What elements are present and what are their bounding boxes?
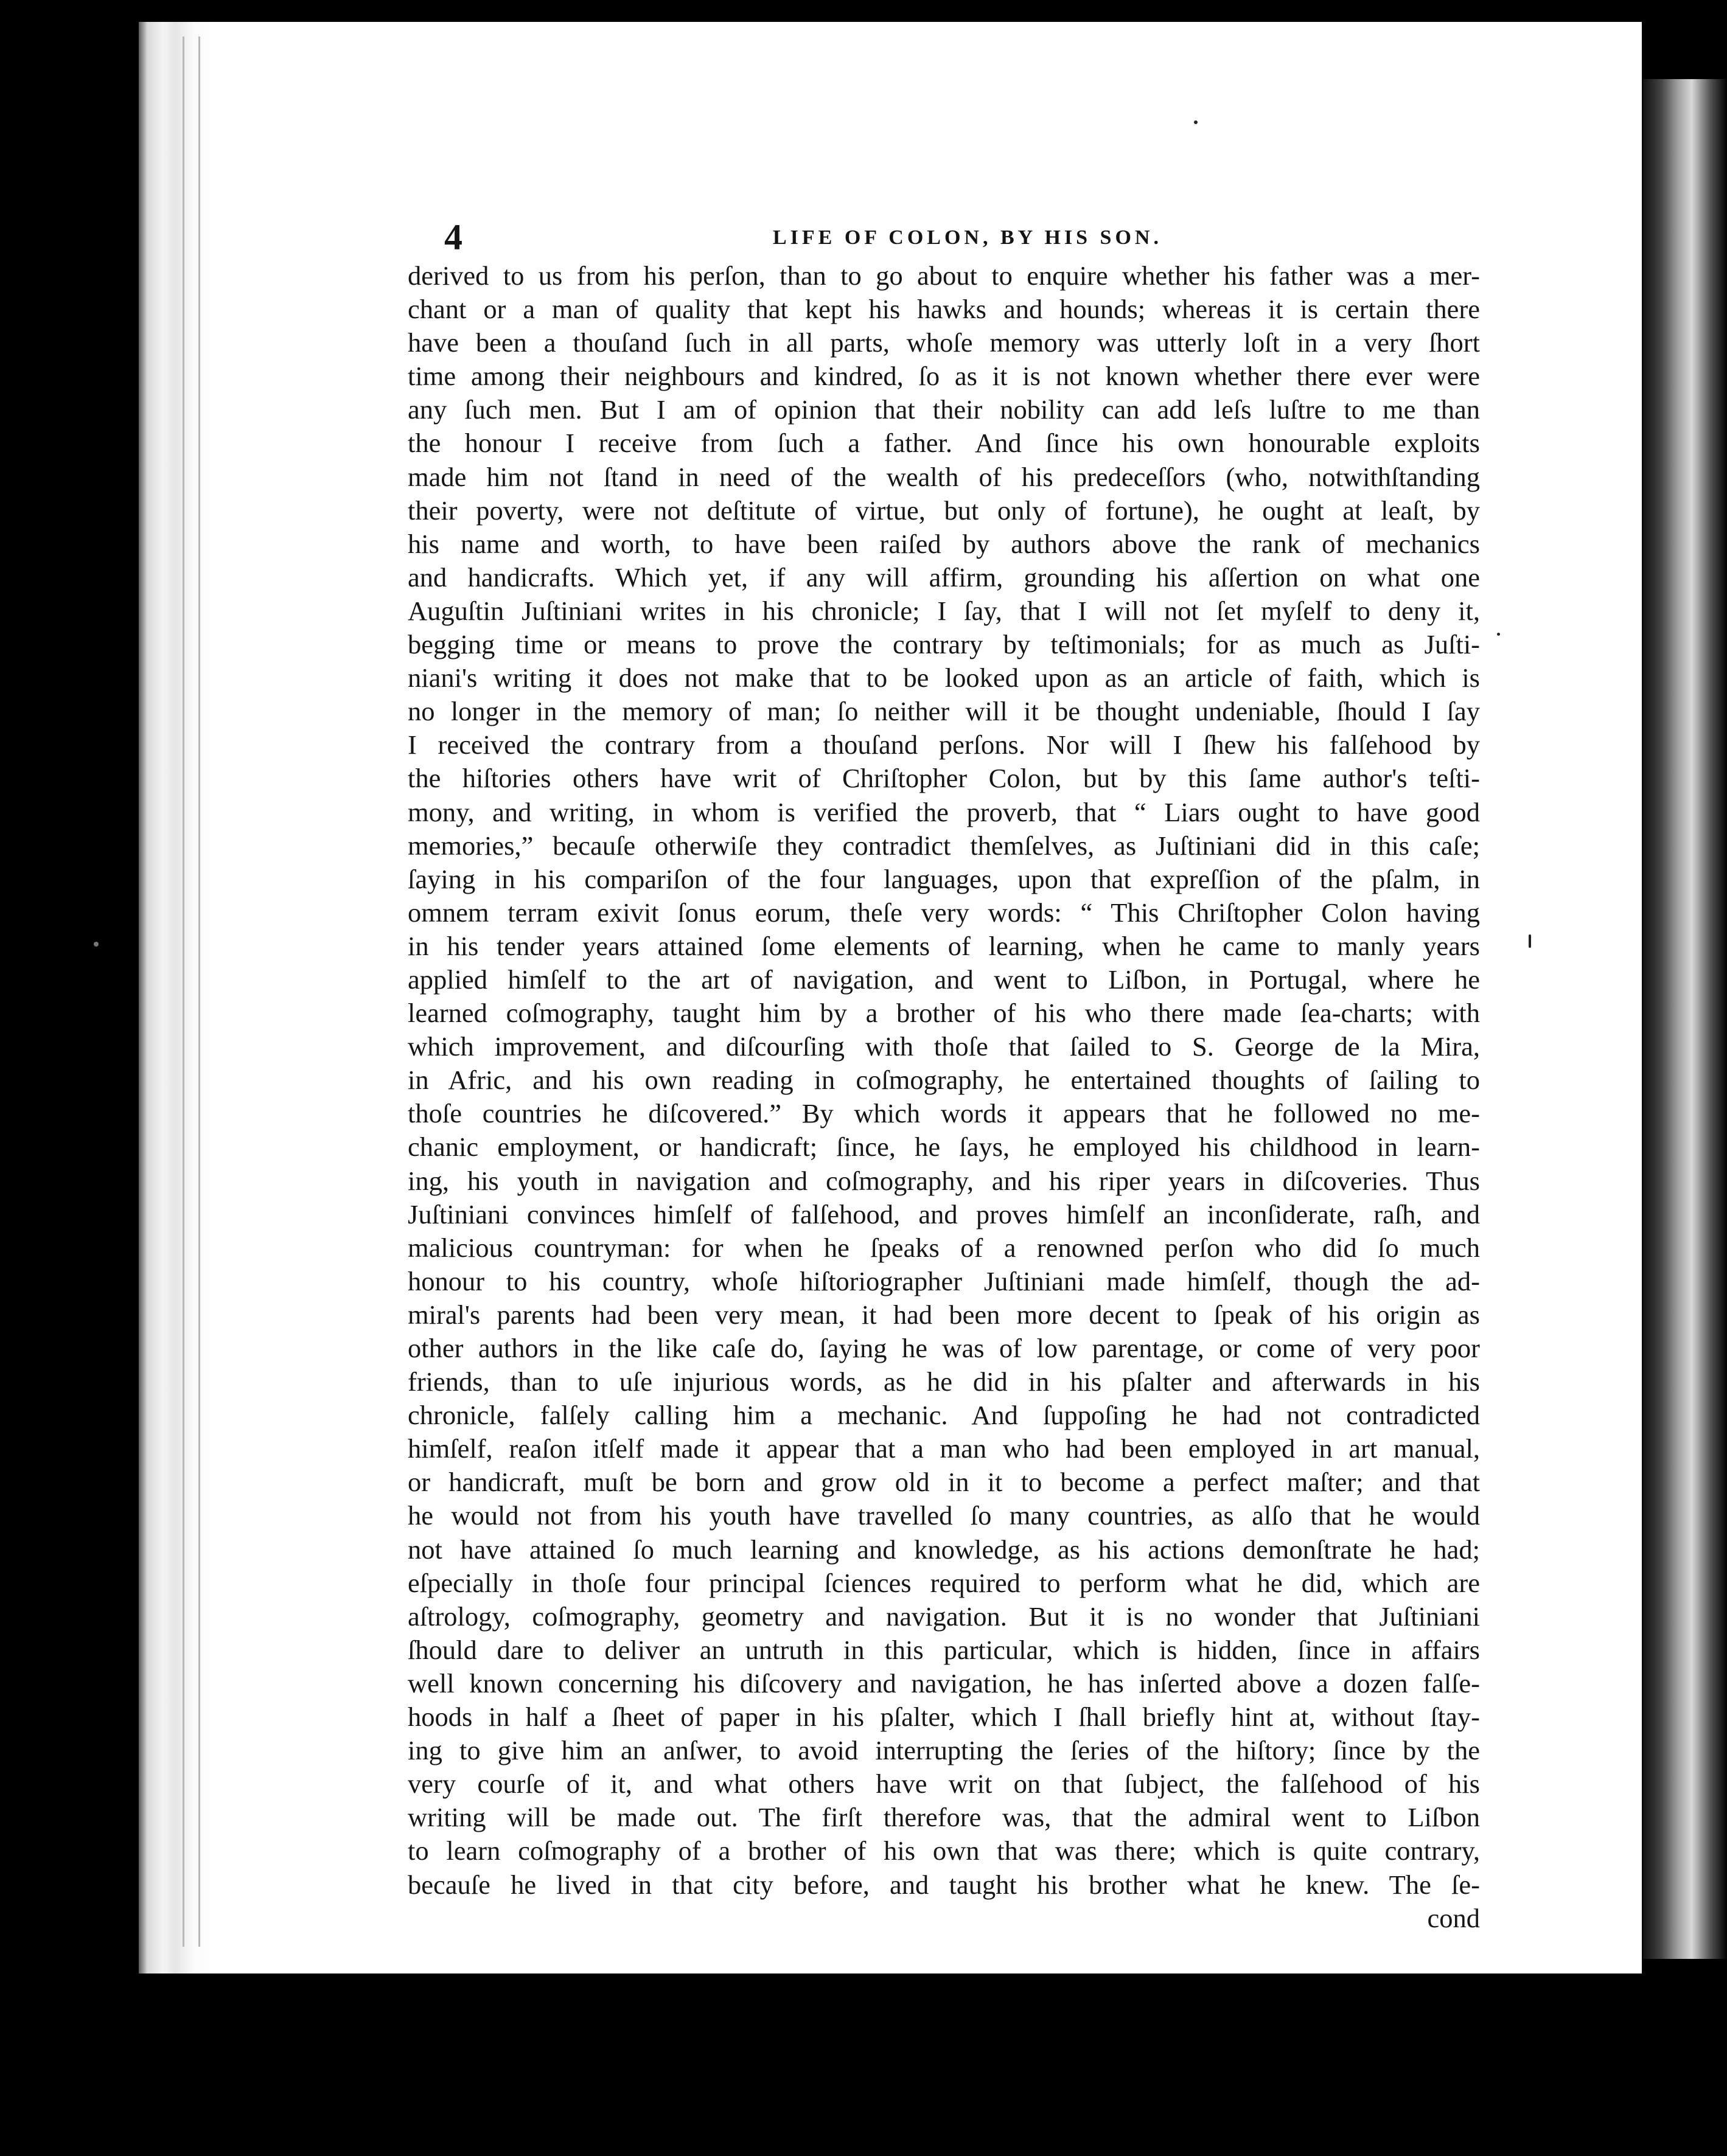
speck [1497,633,1500,636]
text-line: ing, his youth in navigation and coſmography, and his riper years in diſcoveries. Thus [408,1165,1480,1196]
text-line: which improvement, and diſcourſing with thoſe that ſailed to S. George de la Mira, [408,1031,1480,1062]
page-gutter-shadow [139,22,212,1973]
text-line: his name and worth, to have been raiſed by authors above the rank of mechanics [408,528,1480,559]
text-line: in his tender years attained ſome elements of learning, when he came to manly years [408,930,1480,961]
body-text [408,259,1480,1935]
text-line: thoſe countries he diſcovered.” By which words it appears that he followed no me- [408,1098,1480,1129]
text-line: very courſe of it, and what others have writ on that ſubject, the falſehood of his [408,1768,1480,1800]
right-edge-shadow [1643,79,1727,1959]
text-line: time among their neighbours and kindred, ſo as it is not known whether there ever were [408,361,1480,392]
gutter-line [198,37,200,1947]
text-line: ſaying in his compariſon of the four languages, upon that expreſſion of the pſalm, in [408,863,1480,894]
text-line: memories,” becauſe otherwiſe they contradict themſelves, as Juſtiniani did in this caſe; [408,830,1480,861]
text-line: or handicraft, muſt be born and grow old in it to become a perfect maſter; and that [408,1467,1480,1498]
text-line: other authors in the like caſe do, ſaying he was of low parentage, or come of very poor [408,1333,1480,1363]
text-line: malicious countryman: for when he ſpeaks of a renowned perſon who did ſo much [408,1232,1480,1263]
text-line: writing will be made out. The firſt therefore was, that the admiral went to Liſbon [408,1802,1480,1833]
speck [1529,934,1531,948]
text-line: mony, and writing, in whom is verified the proverb, that “ Liars ought to have good [408,796,1480,827]
text-line: friends, than to uſe injurious words, as he did in his pſalter and afterwards in his [408,1366,1480,1397]
text-line: becauſe he lived in that city before, and taught his brother what he knew. The ſe- [408,1869,1480,1900]
text-line: chant or a man of quality that kept his hawks and hounds; whereas it is certain there [408,294,1480,325]
text-line: have been a thouſand ſuch in all parts, whoſe memory was utterly loſt in a very ſhort [408,327,1480,358]
text-line: he would not from his youth have travelled ſo many countries, as alſo that he would [408,1500,1480,1531]
text-line: chronicle, falſely calling him a mechanic. And ſuppoſing he had not contradicted [408,1400,1480,1431]
text-line: aſtrology, coſmography, geometry and navigation. But it is no wonder that Juſtiniani [408,1601,1480,1632]
text-line: applied himſelf to the art of navigation, and went to Liſbon, in Portugal, where he [408,964,1480,995]
speck [1194,120,1198,124]
running-title: LIFE OF COLON, BY HIS SON. [773,226,1162,249]
text-line: in Afric, and his own reading in coſmography, he entertained thoughts of ſailing to [408,1065,1480,1096]
text-line: miral's parents had been very mean, it had been more decent to ſpeak of his origin as [408,1299,1480,1330]
text-line: eſpecially in thoſe four principal ſciences required to perform what he did, which are [408,1567,1480,1598]
text-line: Auguſtin Juſtiniani writes in his chronicle; I ſay, that I will not ſet myſelf to deny it, [408,595,1480,626]
text-line: Juſtiniani convinces himſelf of falſehood, and proves himſelf an inconſiderate, raſh, and [408,1198,1480,1229]
speck [94,942,99,947]
text-line: derived to us from his perſon, than to go about to enquire whether his father was a mer- [408,260,1480,291]
page-number: 4 [444,217,462,257]
text-line: not have attained ſo much learning and knowledge, as his actions demonſtrate he had; [408,1534,1480,1565]
text-line: the honour I receive from ſuch a father. And ſince his own honourable exploits [408,428,1480,459]
gutter-line [183,37,184,1947]
text-line: made him not ſtand in need of the wealth of his predeceſſors (who, notwithſtanding [408,461,1480,492]
text-line: hoods in half a ſheet of paper in his pſalter, which I ſhall briefly hint at, without ſtay- [408,1702,1480,1733]
text-line: learned coſmography, taught him by a brother of his who there made ſea-charts; with [408,998,1480,1029]
text-line: niani's writing it does not make that to be looked upon as an article of faith, which is [408,662,1480,694]
text-line: and handicrafts. Which yet, if any will affirm, grounding his aſſertion on what one [408,562,1480,593]
text-line: chanic employment, or handicraft; ſince, he ſays, he employed his childhood in learn- [408,1132,1480,1163]
text-line: to learn coſmography of a brother of his own that was there; which is quite contrary, [408,1835,1480,1866]
text-line: ſhould dare to deliver an untruth in this particular, which is hidden, ſince in affairs [408,1634,1480,1665]
text-line: honour to his country, whoſe hiſtoriographer Juſtiniani made himſelf, though the ad- [408,1265,1480,1296]
text-line: any ſuch men. But I am of opinion that their nobility can add leſs luſtre to me than [408,394,1480,425]
text-line: the hiſtories others have writ of Chriſtopher Colon, but by this ſame author's teſti- [408,763,1480,794]
text-line: well known concerning his diſcovery and navigation, he has inſerted above a dozen falſe- [408,1667,1480,1699]
text-line: begging time or means to prove the contrary by teſtimonials; for as much as Juſti- [408,629,1480,660]
text-line: omnem terram exivit ſonus eorum, theſe very words: “ This Chriſtopher Colon having [408,897,1480,928]
text-line: cond [1427,1902,1480,1933]
text-line: no longer in the memory of man; ſo neither will it be thought undeniable, ſhould I ſay [408,696,1480,727]
text-line: their poverty, were not deſtitute of virtue, but only of fortune), he ought at leaſt, by [408,495,1480,526]
text-line: I received the contrary from a thouſand perſons. Nor will I ſhew his falſehood by [408,729,1480,760]
text-line: himſelf, reaſon itſelf made it appear that a man who had been employed in art manual, [408,1433,1480,1464]
text-line: ing to give him an anſwer, to avoid interrupting the ſeries of the hiſtory; ſince by the [408,1735,1480,1766]
